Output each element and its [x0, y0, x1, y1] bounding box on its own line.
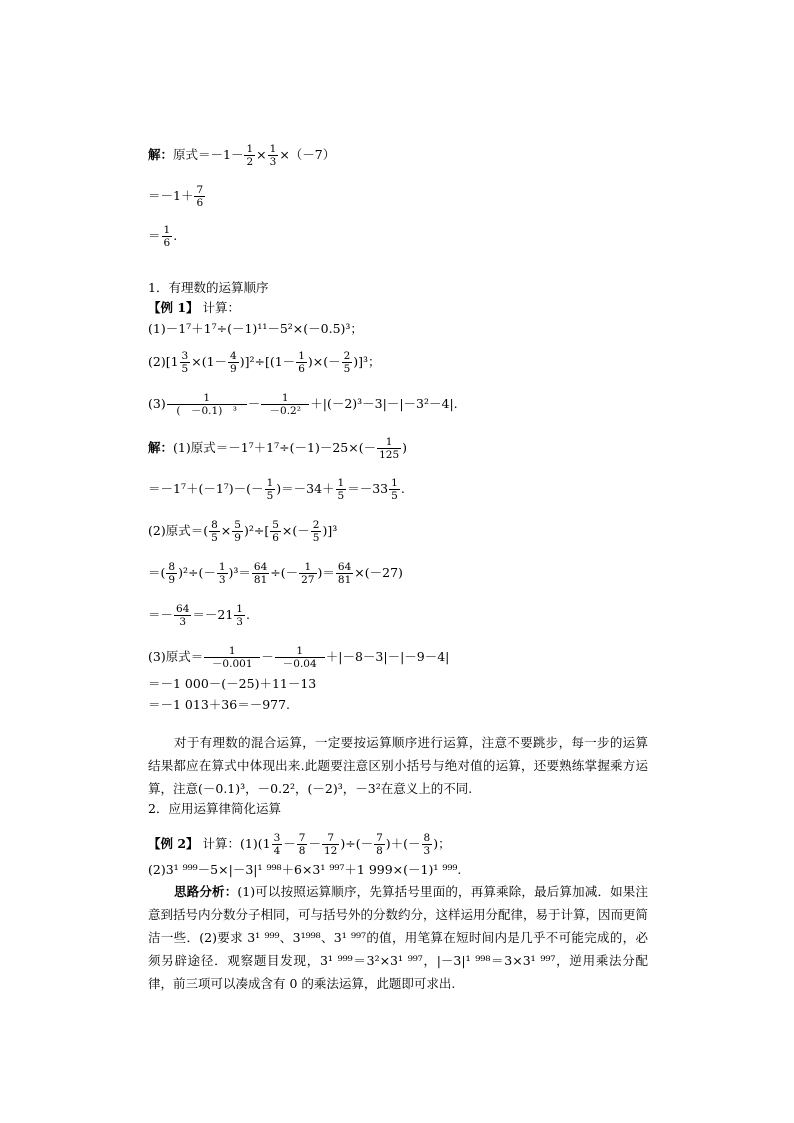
fraction: $\frac{1}{5}$ — [266, 477, 274, 502]
problem-2: (2)[1 $\frac{3}{5}$ ×(1－ $\frac{4}{9}$ )]²÷[(1－ $\frac{1}{6}$ )×(－ $\frac{2}{5}$ )]³； — [148, 350, 381, 375]
example-label: 【例 2】 — [148, 836, 199, 851]
fraction: $\frac{3}{4}$ — [273, 832, 281, 857]
problem-1: (1)－1⁷＋1⁷÷(－1)¹¹－5²×(－0.5)³； — [148, 321, 363, 336]
fraction: $\frac{1}{\text{－0.2²}}$ — [261, 392, 309, 417]
note-paragraph: 对于有理数的混合运算，一定要按运算顺序进行运算，注意不要跳步，每一步的运算结果都应在算式中体现出来.此题要注意区别小括号与绝对值的运算，还要熟练掌握乘方运算，注意(－0.1)³，－0.2²，(－2)³，－3²在意义上的不同. — [148, 735, 648, 796]
example-2-problem-2: (2)3¹ ⁹⁹⁹－5×|－3|¹ ⁹⁹⁸＋6×3¹ ⁹⁹⁷＋1 999×(－1)¹ ⁹⁹⁹. — [148, 862, 462, 877]
fraction: $\frac{1}{\text{( －0.1) ³}}$ — [167, 392, 247, 417]
problem-3: (3) $\frac{1}{\text{( －0.1) ³}}$ － $\frac{1}{\text{－0.2²}}$ ＋|(－2)³－3|－|－3²－4|. — [148, 392, 458, 417]
fraction: $\frac{7}{8}$ — [298, 832, 306, 857]
fraction: $\frac{1}{5}$ — [391, 477, 398, 502]
example-label: 【例 1】 — [148, 300, 199, 315]
solution-2-line-2: ＝( $\frac{8}{9}$ )²÷(－ $\frac{1}{3}$ )³＝ $\frac{64}{81}$ ÷(－ $\frac{1}{27}$ )＝ $\frac{64}{81}$ ×(－27) — [148, 561, 403, 586]
solution-3-line-2: ＝－1 000－(－25)＋11－13 — [148, 676, 317, 691]
fraction: $\frac{7}{12}$ — [323, 832, 338, 857]
analysis-paragraph — [148, 880, 648, 995]
fraction: $\frac{1}{3}$ — [236, 603, 243, 628]
text: ＝－1＋ — [148, 188, 194, 203]
fraction: $\frac{1}{3}$ — [218, 561, 226, 586]
fraction: $\frac{4}{9}$ — [230, 350, 237, 375]
fraction: $\frac{1}{3}$ — [269, 143, 277, 168]
solution-2-line-3: ＝－ $\frac{64}{3}$ ＝－21 $\frac{1}{3}$ . — [148, 603, 250, 628]
analysis-label: 思路分析： — [174, 884, 238, 899]
solution-line-1 — [148, 143, 335, 168]
fraction: $\frac{1}{5}$ — [337, 477, 345, 502]
text: . — [173, 228, 178, 243]
example-1-heading — [148, 300, 240, 316]
fraction: $\frac{1}{27}$ — [301, 561, 315, 586]
fraction: $\frac{5}{6}$ — [272, 519, 279, 544]
solution-label: 解： — [148, 147, 174, 162]
fraction: $\frac{8}{5}$ — [211, 519, 218, 544]
fraction: $\frac{7}{8}$ — [376, 832, 383, 857]
fraction: $\frac{64}{81}$ — [337, 561, 352, 586]
fraction: $\frac{1}{6}$ — [163, 224, 171, 249]
text: 原式＝－1－ — [173, 147, 244, 162]
text: ＝ — [148, 228, 161, 243]
fraction: $\frac{1}{125}$ — [379, 436, 400, 461]
solution-line-2 — [148, 184, 206, 209]
fraction: $\frac{8}{9}$ — [168, 561, 176, 586]
solution-line-3 — [148, 224, 177, 249]
text: ×（－7） — [279, 147, 336, 162]
fraction: $\frac{1}{6}$ — [298, 350, 305, 375]
solution-1-line-1: 解：(1)原式＝－1⁷＋1⁷÷(－1)－25×(－ $\frac{1}{125}$ ) — [148, 436, 408, 461]
solution-3-line-3: ＝－1 013＋36＝－977. — [148, 697, 291, 712]
text: 计算： — [198, 300, 241, 315]
solution-3-line-1: (3)原式＝ $\frac{1}{-0.001}$ － $\frac{1}{-0.04}$ ＋|－8－3|－|－9－4| — [148, 645, 450, 670]
fraction: $\frac{3}{5}$ — [181, 350, 189, 375]
fraction: $\frac{1}{-0.04}$ — [275, 645, 325, 670]
text: × — [256, 147, 267, 162]
fraction: $\frac{1}{2}$ — [246, 143, 254, 168]
section-2-title: 2．应用运算律简化运算 — [148, 801, 281, 816]
fraction: $\frac{5}{9}$ — [234, 519, 241, 544]
fraction: $\frac{64}{3}$ — [176, 603, 190, 628]
solution-label: 解： — [148, 440, 174, 455]
example-2-problem-1: 【例 2】 计算：(1)(1 $\frac{3}{4}$ － $\frac{7}{8}$ － $\frac{7}{12}$ )÷(－ $\frac{7}{8}$ )＋(－ $\frac{8}{3}$ )； — [148, 832, 451, 857]
solution-1-line-2: ＝－1⁷＋(－1⁷)－(－ $\frac{1}{5}$ )＝－34＋ $\frac{1}{5}$ ＝－33 $\frac{1}{5}$ . — [148, 477, 405, 502]
section-1-title: 1．有理数的运算顺序 — [148, 280, 269, 295]
fraction: $\frac{64}{81}$ — [253, 561, 268, 586]
fraction: $\frac{2}{5}$ — [343, 350, 351, 375]
analysis-text: (1)可以按照运算顺序，先算括号里面的，再算乘除，最后算加减．如果注意到括号内分数分子相同，可与括号外的分数约分，这样运用分配律，易于计算，因而更简洁一些．(2)要求 3¹ ⁹⁹⁹、3¹⁹⁹⁸、3¹ ⁹⁹⁷的值，用笔算在短时间内是几乎不可能完成的，必须另辟途径．观察题目发现，3¹ ⁹⁹⁹＝3²×3¹ ⁹⁹⁷，|－3|¹ ⁹⁹⁸＝3×3¹ ⁹⁹⁷，逆用乘法分配律，前三项可以凑成含有 0 的乘法运算，此题即可求出. — [148, 884, 649, 991]
fraction: $\frac{1}{-0.001}$ — [204, 645, 260, 670]
fraction: $\frac{8}{3}$ — [423, 832, 431, 857]
solution-2-line-1: (2)原式＝( $\frac{8}{5}$ × $\frac{5}{9}$ )²÷[ $\frac{5}{6}$ ×(－ $\frac{2}{5}$ )]³ — [148, 519, 338, 544]
fraction: $\frac{7}{6}$ — [196, 184, 204, 209]
fraction: $\frac{2}{5}$ — [312, 519, 320, 544]
